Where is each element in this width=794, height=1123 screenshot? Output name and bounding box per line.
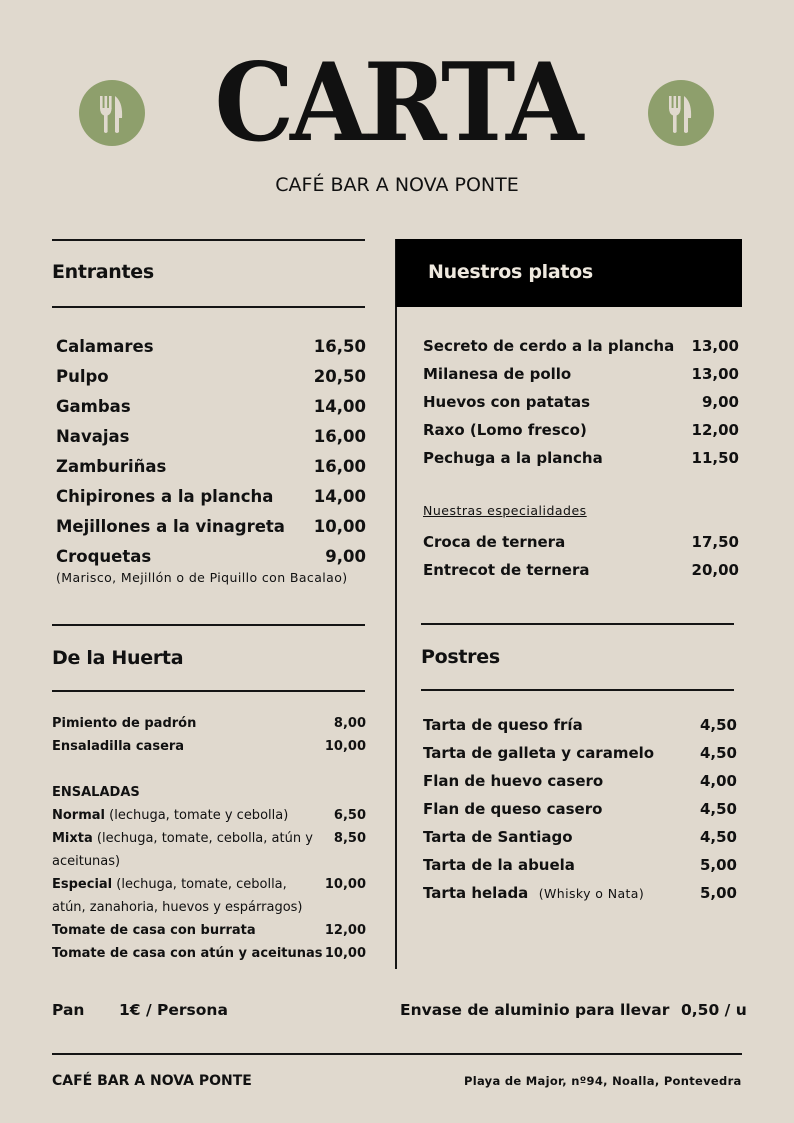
menu-item: Gambas 14,00 <box>56 397 366 416</box>
menu-item: Calamares 16,50 <box>56 337 366 356</box>
envase-label: Envase de aluminio para llevar <box>400 1001 670 1019</box>
menu-item: Huevos con patatas 9,00 <box>423 393 739 411</box>
divider <box>421 623 734 625</box>
menu-item: Milanesa de pollo 13,00 <box>423 365 739 383</box>
postres-list <box>423 711 737 907</box>
section-title-entrantes: Entrantes <box>52 261 154 283</box>
divider <box>52 1053 742 1055</box>
menu-item: Mixta (lechuga, tomate, cebolla, atún y aceitunas) 8,50 <box>52 831 366 869</box>
menu-item: Pimiento de padrón 8,00 <box>52 716 366 731</box>
menu-item: Tarta de la abuela 5,00 <box>423 856 737 874</box>
pan-price: 1€ / Persona <box>119 1001 228 1019</box>
croquetas-note: (Marisco, Mejillón o de Piquillo con Bacalao) <box>56 570 348 585</box>
menu-item: Pulpo 20,50 <box>56 367 366 386</box>
entrantes-list <box>56 332 366 585</box>
envase-price: 0,50 / u <box>681 1001 747 1019</box>
pan-label: Pan <box>52 1001 85 1019</box>
footer-name: CAFÉ BAR A NOVA PONTE <box>52 1073 252 1089</box>
menu-item: Tarta de Santiago 4,50 <box>423 828 737 846</box>
especialidades-label: Nuestras especialidades <box>423 503 587 518</box>
divider <box>421 689 734 691</box>
menu-item: Tarta helada (Whisky o Nata) 5,00 <box>423 884 737 902</box>
menu-item: Tarta de queso fría 4,50 <box>423 716 737 734</box>
menu-item: Mejillones a la vinagreta 10,00 <box>56 517 366 536</box>
menu-item: Tomate de casa con burrata 12,00 <box>52 923 366 938</box>
menu-item: Raxo (Lomo fresco) 12,00 <box>423 421 739 439</box>
menu-item: Pechuga a la plancha 11,50 <box>423 449 739 467</box>
divider <box>52 239 365 241</box>
menu-item: Flan de queso casero 4,50 <box>423 800 737 818</box>
menu-item: Tarta de galleta y caramelo 4,50 <box>423 744 737 762</box>
menu-item: Entrecot de ternera 20,00 <box>423 561 739 579</box>
helada-note: (Whisky o Nata) <box>538 886 645 901</box>
especialidades-list <box>423 528 739 584</box>
menu-item: Secreto de cerdo a la plancha 13,00 <box>423 337 739 355</box>
menu-item: Navajas 16,00 <box>56 427 366 446</box>
section-header-platos <box>396 239 742 307</box>
ensaladas-label: ENSALADAS <box>52 785 140 800</box>
menu-item: Croca de ternera 17,50 <box>423 533 739 551</box>
divider <box>52 624 365 626</box>
menu-item: Zamburiñas 16,00 <box>56 457 366 476</box>
menu-item: Tomate de casa con atún y aceitunas 10,00 <box>52 946 366 961</box>
footer-address: Playa de Major, nº94, Noalla, Pontevedra <box>464 1074 742 1088</box>
menu-item: Flan de huevo casero 4,00 <box>423 772 737 790</box>
menu-item: Croquetas 9,00 <box>56 547 366 566</box>
platos-list <box>423 332 739 472</box>
section-title-postres: Postres <box>421 646 500 668</box>
divider <box>52 690 365 692</box>
menu-item: Especial (lechuga, tomate, cebolla, atún, zanahoria, huevos y espárragos) 10,00 <box>52 877 366 915</box>
menu-item: Chipirones a la plancha 14,00 <box>56 487 366 506</box>
column-divider <box>395 239 397 969</box>
section-title-huerta: De la Huerta <box>52 647 184 669</box>
page-title: CARTA <box>214 38 580 166</box>
menu-item: Ensaladilla casera 10,00 <box>52 739 366 754</box>
huerta-list <box>52 712 366 965</box>
section-title-platos: Nuestros platos <box>428 261 593 283</box>
restaurant-name: CAFÉ BAR A NOVA PONTE <box>275 174 519 196</box>
menu-item: Normal (lechuga, tomate y cebolla) 6,50 <box>52 808 366 823</box>
divider <box>52 306 365 308</box>
